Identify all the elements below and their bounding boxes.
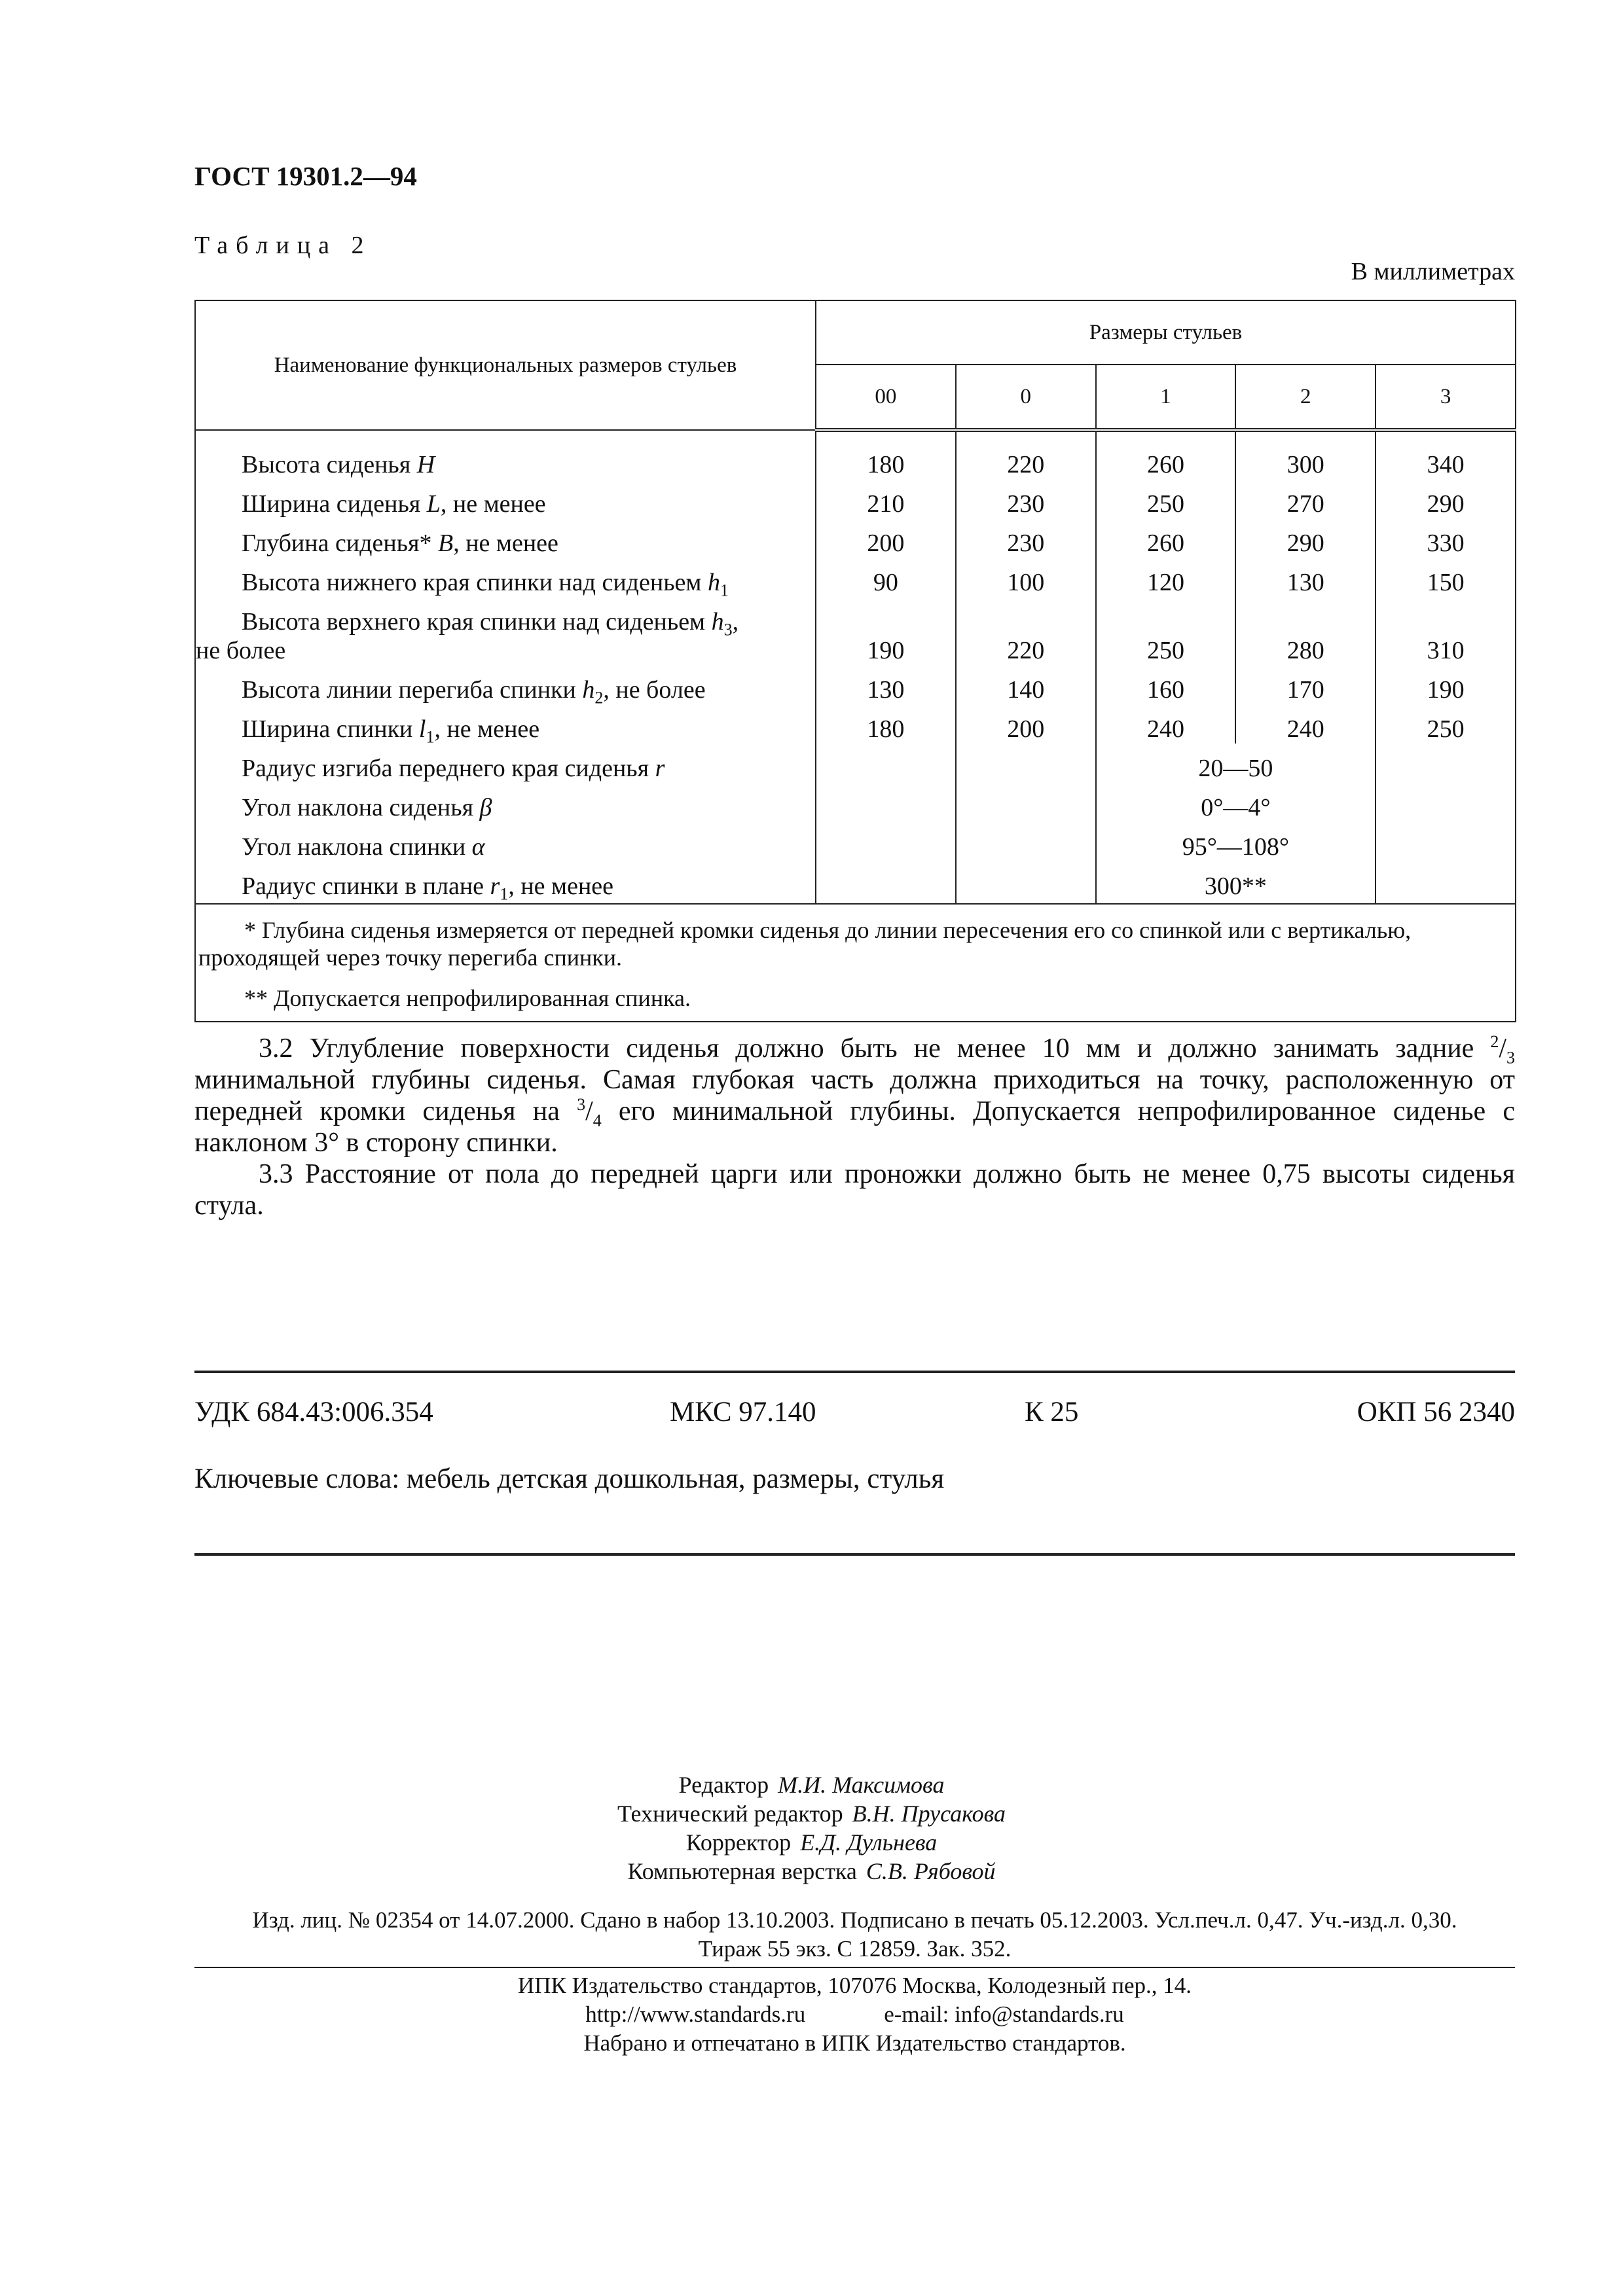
table-cell-empty — [956, 783, 1096, 822]
table-row — [195, 783, 1516, 822]
table-row — [195, 704, 1516, 744]
table-cell: 180 — [816, 430, 956, 479]
units-note: В миллиметрах — [1351, 258, 1515, 285]
row-label: Высота линии перегиба спинки $h_2$, не более — [195, 665, 816, 704]
row-label: Ширина спинки $l_1$, не менее — [195, 704, 816, 744]
size-header: 1 — [1096, 365, 1236, 430]
table-cell-merged: 300** — [1096, 861, 1376, 904]
row-label: Высота верхнего края спинки над сиденьем $h_3$, не более — [195, 597, 816, 665]
table-cell: 220 — [956, 597, 1096, 665]
table-cell: 130 — [1235, 558, 1376, 597]
row-label: Ширина сиденья L, не менее — [195, 479, 816, 518]
table-cell-empty — [816, 783, 956, 822]
imprint-line: Изд. лиц. № 02354 от 14.07.2000. Сдано в набор 13.10.2003. Подписано в печать 05.12.2003. Усл.печ.л. 0,47. Уч.-изд.л. 0,30. — [252, 1907, 1457, 1933]
table-cell-empty — [956, 744, 1096, 783]
table-cell-empty — [1376, 861, 1516, 904]
column-header-sizes: Размеры стульев — [816, 300, 1516, 365]
table-row — [195, 822, 1516, 861]
website-link[interactable]: http://www.standards.ru — [585, 2001, 806, 2027]
table-cell: 290 — [1376, 479, 1516, 518]
footnote: ** Допускается непрофилированная спинка. — [244, 985, 691, 1011]
table-cell: 190 — [1376, 665, 1516, 704]
table-cell: 160 — [1096, 665, 1236, 704]
size-header: 0 — [956, 365, 1096, 430]
table-cell-merged: 0°—4° — [1096, 783, 1376, 822]
divider-bottom — [194, 1553, 1515, 1556]
row-label: Глубина сиденья* B, не менее — [195, 518, 816, 558]
clauses-text — [194, 1033, 1515, 1221]
divider-top — [194, 1371, 1515, 1373]
table-cell-empty — [956, 861, 1096, 904]
row-label: Угол наклона сиденья β — [195, 783, 816, 822]
footnote: * Глубина сиденья измеряется от передней кромки сиденья до линии пересечения его со спинкой или с вертикалью, проходящей через точку перегиба спинки. — [198, 917, 1412, 971]
table-cell: 90 — [816, 558, 956, 597]
size-header: 2 — [1235, 365, 1376, 430]
table-cell-empty — [816, 822, 956, 861]
table-caption: Таблица 2 — [194, 232, 372, 259]
table-cell: 130 — [816, 665, 956, 704]
table-row — [195, 597, 1516, 665]
table-row — [195, 861, 1516, 904]
table-cell: 210 — [816, 479, 956, 518]
table-row — [195, 558, 1516, 597]
table-cell-merged: 20—50 — [1096, 744, 1376, 783]
row-label: Радиус изгиба переднего края сиденья r — [195, 744, 816, 783]
table-cell: 270 — [1235, 479, 1376, 518]
row-label: Радиус спинки в плане $r_1$, не менее — [195, 861, 816, 904]
credit-tech-editor: Технический редактор В.Н. Прусакова — [617, 1801, 1006, 1827]
table-cell: 230 — [956, 479, 1096, 518]
table-cell: 230 — [956, 518, 1096, 558]
table-cell: 200 — [816, 518, 956, 558]
table-cell: 340 — [1376, 430, 1516, 479]
okp-code: ОКП 56 2340 — [1357, 1397, 1515, 1427]
table-cell-empty — [1376, 744, 1516, 783]
publisher-address: ИПК Издательство стандартов, 107076 Москва, Колодезный пер., 14. — [517, 1973, 1192, 1998]
credit-editor: Редактор М.И. Максимова — [678, 1772, 945, 1798]
table-row — [195, 518, 1516, 558]
table-cell: 100 — [956, 558, 1096, 597]
table-cell-merged: 95°—108° — [1096, 822, 1376, 861]
email-link[interactable]: e-mail: info@standards.ru — [884, 2001, 1124, 2027]
publisher-contacts — [194, 2000, 1515, 2029]
table-cell-empty — [816, 744, 956, 783]
table-footnotes — [195, 904, 1516, 1022]
credit-corrector: Корректор Е.Д. Дульнева — [685, 1829, 938, 1856]
credits-block — [0, 1770, 1623, 1886]
table-cell: 310 — [1376, 597, 1516, 665]
publisher-block — [194, 1971, 1515, 2058]
table-cell: 200 — [956, 704, 1096, 744]
credit-layout: Компьютерная верстка С.В. Рябовой — [627, 1858, 996, 1884]
table-cell: 240 — [1235, 704, 1376, 744]
table-cell: 250 — [1096, 479, 1236, 518]
udk-code: УДК 684.43:006.354 — [194, 1397, 433, 1427]
imprint-line: Тираж 55 экз. С 12859. Зак. 352. — [698, 1936, 1012, 1962]
table-cell-empty — [816, 861, 956, 904]
row-label: Угол наклона спинки α — [195, 822, 816, 861]
table-cell: 280 — [1235, 597, 1376, 665]
table-row — [195, 430, 1516, 479]
table-cell: 290 — [1235, 518, 1376, 558]
imprint-block — [194, 1906, 1515, 1964]
column-header-name: Наименование функциональных размеров стульев — [195, 300, 816, 430]
document-number: ГОСТ 19301.2—94 — [194, 161, 417, 191]
table-cell-empty — [1376, 822, 1516, 861]
table-cell: 250 — [1096, 597, 1236, 665]
clause-3-3: 3.3 Расстояние от пола до передней царги или проножки должно быть не менее 0,75 высоты сиденья стула. — [194, 1159, 1515, 1221]
size-header: 3 — [1376, 365, 1516, 430]
row-label: Высота сиденья H — [195, 430, 816, 479]
size-header: 00 — [816, 365, 956, 430]
table-cell: 120 — [1096, 558, 1236, 597]
table-cell: 190 — [816, 597, 956, 665]
table-cell: 260 — [1096, 430, 1236, 479]
table-cell: 150 — [1376, 558, 1516, 597]
table-cell: 300 — [1235, 430, 1376, 479]
table-cell: 140 — [956, 665, 1096, 704]
table-cell: 170 — [1235, 665, 1376, 704]
chair-dimensions-table — [194, 300, 1516, 1022]
table-row — [195, 744, 1516, 783]
table-cell: 220 — [956, 430, 1096, 479]
row-label: Высота нижнего края спинки над сиденьем $h_1$ — [195, 558, 816, 597]
table-row — [195, 665, 1516, 704]
keywords: Ключевые слова: мебель детская дошкольная, размеры, стулья — [194, 1463, 945, 1494]
publisher-printed: Набрано и отпечатано в ИПК Издательство стандартов. — [583, 2030, 1126, 2056]
table-cell-empty — [1376, 783, 1516, 822]
divider-thin — [194, 1967, 1515, 1968]
table-row — [195, 479, 1516, 518]
table-cell-empty — [956, 822, 1096, 861]
clause-3-2: 3.2 Углубление поверхности сиденья должно быть не менее 10 мм и должно занимать задние $^2/_3$ минимальной глубины сиденья. Самая глубокая часть должна приходиться на точку, расположенную от передней кромки сиденья на $^3/_4$ его минимальной глубины. Допускается непрофилированное сиденье с наклоном 3° в сторону спинки. — [194, 1032, 1515, 1158]
table-cell: 260 — [1096, 518, 1236, 558]
mks-code: МКС 97.140 — [670, 1397, 816, 1427]
k-code: К 25 — [1025, 1397, 1079, 1427]
table-cell: 330 — [1376, 518, 1516, 558]
table-cell: 250 — [1376, 704, 1516, 744]
table-cell: 240 — [1096, 704, 1236, 744]
table-cell: 180 — [816, 704, 956, 744]
